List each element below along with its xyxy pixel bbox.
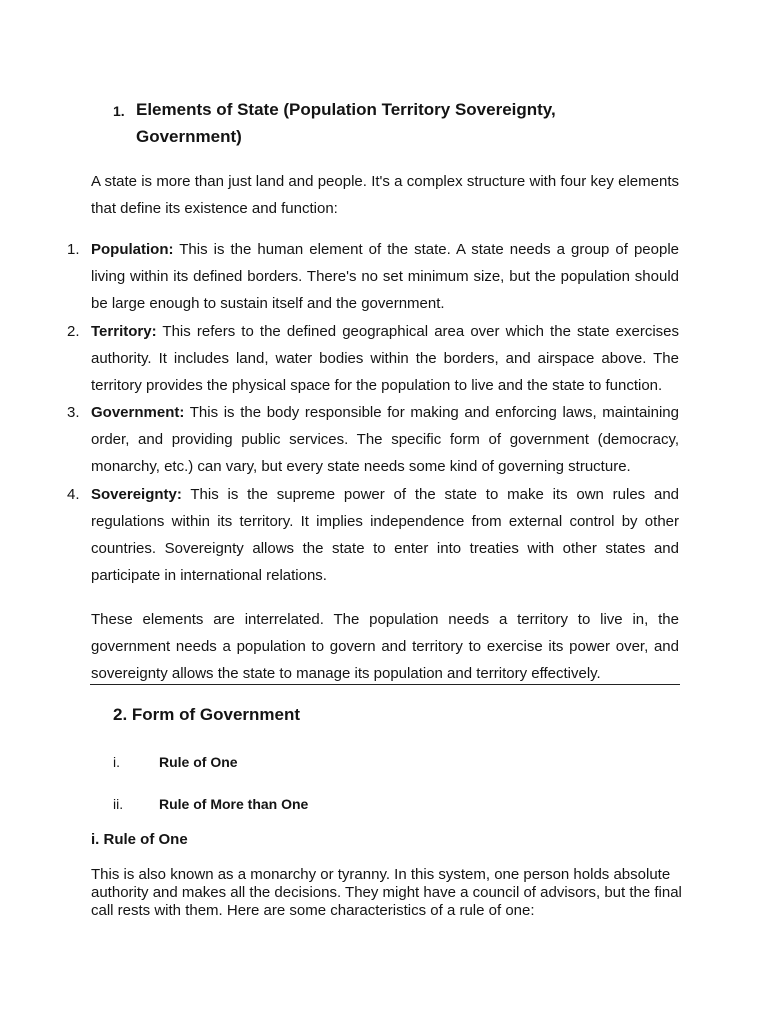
list-item-term: Territory: — [91, 323, 157, 340]
list-item-term: Government: — [91, 404, 185, 421]
list-item-text: This is the body responsible for making and enforcing laws, maintaining order, and providing public services. The specific form of government (democracy, monarchy, etc.) can vary, but every state needs some kind of governing structure. — [91, 404, 679, 475]
list-item-text: This is the human element of the state. A state needs a group of people living within its defined borders. There's no set minimum size, but the population should be large enough to sustain itself and the government. — [91, 241, 679, 312]
section-2-heading: 2. Form of Government — [113, 705, 301, 724]
list-item-term: Sovereignty: — [91, 486, 182, 503]
section-divider — [90, 684, 680, 685]
list-item — [91, 318, 679, 399]
list-item-number: 2. — [67, 323, 80, 340]
subsection-heading: i. Rule of One — [91, 831, 188, 848]
list-item — [91, 399, 679, 480]
list-item-number: 3. — [67, 404, 80, 421]
subsection-paragraph: This is also known as a monarchy or tyranny. In this system, one person holds absolute authority and makes all the decisions. They might have a council of advisors, but the final call rests with them. Here are some characteristics of a rule of one: — [91, 866, 682, 919]
roman-list-label: Rule of One — [159, 754, 238, 770]
section-heading — [136, 96, 677, 150]
intro-paragraph: A state is more than just land and people. It's a complex structure with four key elements that define its existence and function: — [91, 173, 679, 217]
roman-list-label: Rule of More than One — [159, 796, 309, 812]
section-heading-line-1: Elements of State (Population Territory Sovereignty, — [136, 100, 556, 119]
list-item-text: This is the supreme power of the state to make its own rules and regulations within its territory. It implies independence from external control by other countries. Sovereignty allows the state to enter into treaties with other states and participate in international relations. — [91, 486, 679, 584]
list-item-number: 4. — [67, 486, 80, 503]
list-item-number: 1. — [67, 241, 80, 258]
list-item-term: Population: — [91, 241, 174, 258]
section-heading-line-2: Government) — [136, 127, 242, 146]
roman-list-number: ii. — [113, 796, 124, 812]
list-item — [91, 481, 679, 589]
list-item-text: This refers to the defined geographical area over which the state exercises authority. It includes land, water bodies within the borders, and airspace above. The territory provides the physical space for the population to live and the state to function. — [91, 323, 679, 394]
roman-list-number: i. — [113, 754, 120, 770]
section-number: 1. — [113, 103, 125, 119]
closing-paragraph: These elements are interrelated. The population needs a territory to live in, the government needs a population to govern and territory to exercise its power over, and sovereignty allows the state to manage its population and territory effectively. — [91, 611, 679, 682]
list-item — [91, 236, 679, 317]
